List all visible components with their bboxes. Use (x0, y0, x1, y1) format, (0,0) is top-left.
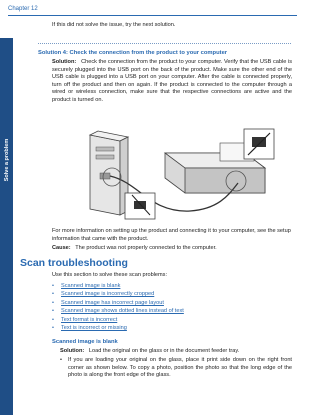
usb-connection-illustration (70, 123, 275, 223)
blank-solution (60, 348, 292, 356)
bullet-icon: • (52, 308, 54, 315)
side-tab-label: Solve a problem (4, 138, 10, 182)
blank-bullet-text: If you are loading your original on the glass, place it print side down on the right front corner as shown below. To copy a photo, position the photo so that the long edge of the photo is along the front edge of the glass. (68, 357, 292, 379)
list-item (52, 299, 292, 307)
solution4-body (52, 59, 292, 105)
solution4-label: Solution: (52, 59, 77, 65)
scan-heading: Scan troubleshooting (20, 257, 128, 269)
more-info-text: For more information on setting up the product and connecting it to your computer, see the setup information that came with the product. (52, 228, 291, 242)
link-text-format-incorrect[interactable]: Text format is incorrect (61, 316, 118, 323)
scan-intro: Use this section to solve these scan problems: (52, 272, 168, 278)
computer-port-zoom (125, 193, 155, 219)
list-item (52, 282, 292, 290)
blank-solution-label: Solution: (60, 348, 85, 354)
solution4-heading: Solution 4: Check the connection from the product to your computer (38, 50, 228, 56)
list-item (52, 307, 292, 315)
bullet-icon: • (52, 291, 54, 298)
link-dotted-lines[interactable]: Scanned image shows dotted lines instead of text (61, 308, 184, 315)
cause-body: The product was not properly connected to the computer. (75, 245, 217, 251)
link-incorrectly-cropped[interactable]: Scanned image is incorrectly cropped (61, 291, 155, 298)
scan-problem-links (52, 282, 292, 332)
computer-tower-icon (90, 131, 128, 215)
list-item (52, 324, 292, 332)
blank-solution-text: Load the original on the glass or in the document feeder tray. (88, 348, 240, 354)
cause-label: Cause: (52, 245, 71, 251)
solution4-text: Check the connection from the product to your computer. Verify that the USB cable is securely plugged into the USB port on the back of the product. Make sure the other end of the USB cable is plugged into a USB port on your computer. After the cable is connected properly, turn off the product and then on again. If the product is connected to the computer through a wired or wireless connection, make sure that the respective connections are active and the product is turned on. (52, 59, 292, 103)
printer-port-zoom (244, 129, 274, 159)
link-incorrect-page-layout[interactable]: Scanned image has incorrect page layout (61, 299, 164, 306)
bullet-icon: • (52, 325, 54, 332)
section-divider (38, 43, 291, 44)
list-item (52, 316, 292, 324)
bullet-icon: • (60, 357, 62, 363)
chapter-label: Chapter 12 (8, 6, 38, 12)
bullet-icon: • (52, 316, 54, 323)
link-text-incorrect-missing[interactable]: Text is incorrect or missing (61, 325, 127, 332)
blank-heading: Scanned image is blank (52, 339, 118, 345)
cause-text (52, 245, 292, 253)
list-item (52, 290, 292, 298)
intro-text: If this did not solve the issue, try the next solution. (52, 22, 176, 28)
link-scanned-image-blank[interactable]: Scanned image is blank (61, 283, 121, 289)
header-rule (8, 15, 297, 16)
side-tab-label-wrap (1, 120, 13, 200)
bullet-icon: • (52, 299, 54, 306)
bullet-icon: • (52, 283, 54, 289)
side-tab (0, 38, 13, 415)
